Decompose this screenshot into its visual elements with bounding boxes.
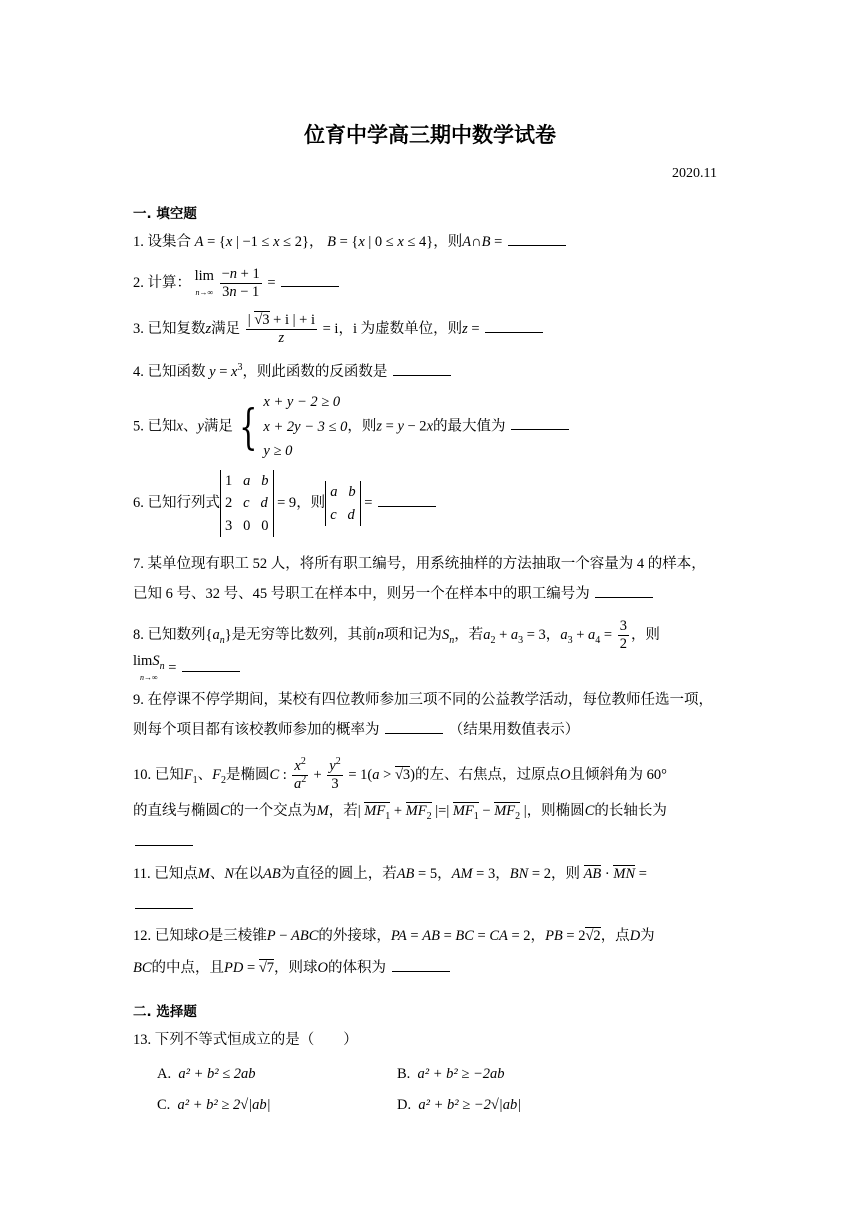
answer-blank[interactable] <box>392 969 450 972</box>
answer-blank[interactable] <box>135 843 193 846</box>
question-3: 3. 已知复数z满足 $\frac{| √3 + i | + i}{z}$ = i，i 为虚数单位，则z = <box>133 312 545 348</box>
question-11: 11. 已知点M、N在以AB为直径的圆上，若AB = 5，AM = 3，BN = 2，则 AB · MN = <box>133 866 647 882</box>
question-10: 10. 已知$F_1$、$F_2$是椭圆C : $\frac{x^2}{a^2}$ + $\frac{y^2}{3}$ = 1(a > √3)的左、右焦点，过原点O且倾斜角为 60° <box>133 756 667 793</box>
answer-blank[interactable] <box>378 504 436 507</box>
question-11-blank <box>133 897 195 914</box>
question-6: 6. 已知行列式 1 a b 2 c d 3 0 0 = 9，则 a b c d = <box>133 470 438 537</box>
option-c[interactable]: C. a² + b² ≥ 2√|ab| <box>157 1097 271 1113</box>
answer-blank[interactable] <box>595 595 653 598</box>
option-d[interactable]: D. a² + b² ≥ −2√|ab| <box>397 1097 522 1113</box>
question-7: 7. 某单位现有职工 52 人，将所有职工编号，用系统抽样的方法抽取一个容量为 4 的样本， <box>133 556 706 572</box>
section-fill-in: 一. 填空题 <box>133 206 197 222</box>
question-8: 8. 已知数列$\{a_n\}$是无穷等比数列，其前n项和记为$S_n$，若$a_2 + a_3 = 3$，$a_3 + a_4$ = $\frac{3}{2}$ ，则 <box>133 618 660 653</box>
question-2: 2. 计算： lim n→∞ $\frac{-n + 1}{3n - 1}$ = <box>133 266 341 302</box>
question-12-line2: BC的中点，且PD = √7，则球O的体积为 <box>133 960 452 977</box>
question-8-line2: limS$_n$ n→∞ = <box>133 654 242 683</box>
option-a[interactable]: A. a² + b² ≤ 2ab <box>157 1066 256 1082</box>
answer-blank[interactable] <box>485 330 543 333</box>
question-9: 9. 在停课不停学期间，某校有四位教师参加三项不同的公益教学活动，每位教师任选一项， <box>133 692 713 708</box>
answer-blank[interactable] <box>385 731 443 734</box>
exam-date: 2020.11 <box>672 166 717 181</box>
question-7-line2: 已知 6 号、32 号、45 号职工在样本中，则另一个在样本中的职工编号为 <box>133 586 655 603</box>
answer-blank[interactable] <box>393 373 451 376</box>
question-12: 12. 已知球O是三棱锥P − ABC的外接球，PA = AB = BC = CA = 2，PB = 2√2，点D为 <box>133 928 655 944</box>
question-10-line2: 的直线与椭圆C的一个交点为M，若| $MF_1 + MF_2$ |=| $MF_1 - MF_2$ |，则椭圆C的长轴长为 <box>133 803 667 822</box>
answer-blank[interactable] <box>135 906 193 909</box>
question-5: 5. 已知x、y满足 { x + y − 2 ≥ 0 x + 2y − 3 ≤ 0 y ≥ 0 ，则z = y − 2x的最大值为 <box>133 390 571 464</box>
option-b[interactable]: B. a² + b² ≥ −2ab <box>397 1066 505 1082</box>
question-4: 4. 已知函数 $y = x^3$，则此函数的反函数是 <box>133 364 453 381</box>
section-multiple-choice: 二. 选择题 <box>133 1004 197 1020</box>
answer-blank[interactable] <box>182 669 240 672</box>
answer-blank[interactable] <box>508 243 566 246</box>
question-1: 1. 设集合 A = {x | −1 ≤ x ≤ 2}， B = {x | 0 ≤ x ≤ 4}，则A∩B = <box>133 234 568 251</box>
page-title: 位育中学高三期中数学试卷 <box>304 123 556 147</box>
question-9-line2: 则每个项目都有该校教师参加的概率为 （结果用数值表示） <box>133 722 580 738</box>
answer-blank[interactable] <box>281 284 339 287</box>
question-10-blank <box>133 834 195 851</box>
answer-blank[interactable] <box>511 427 569 430</box>
question-13: 13. 下列不等式恒成立的是（ ） <box>133 1032 358 1048</box>
